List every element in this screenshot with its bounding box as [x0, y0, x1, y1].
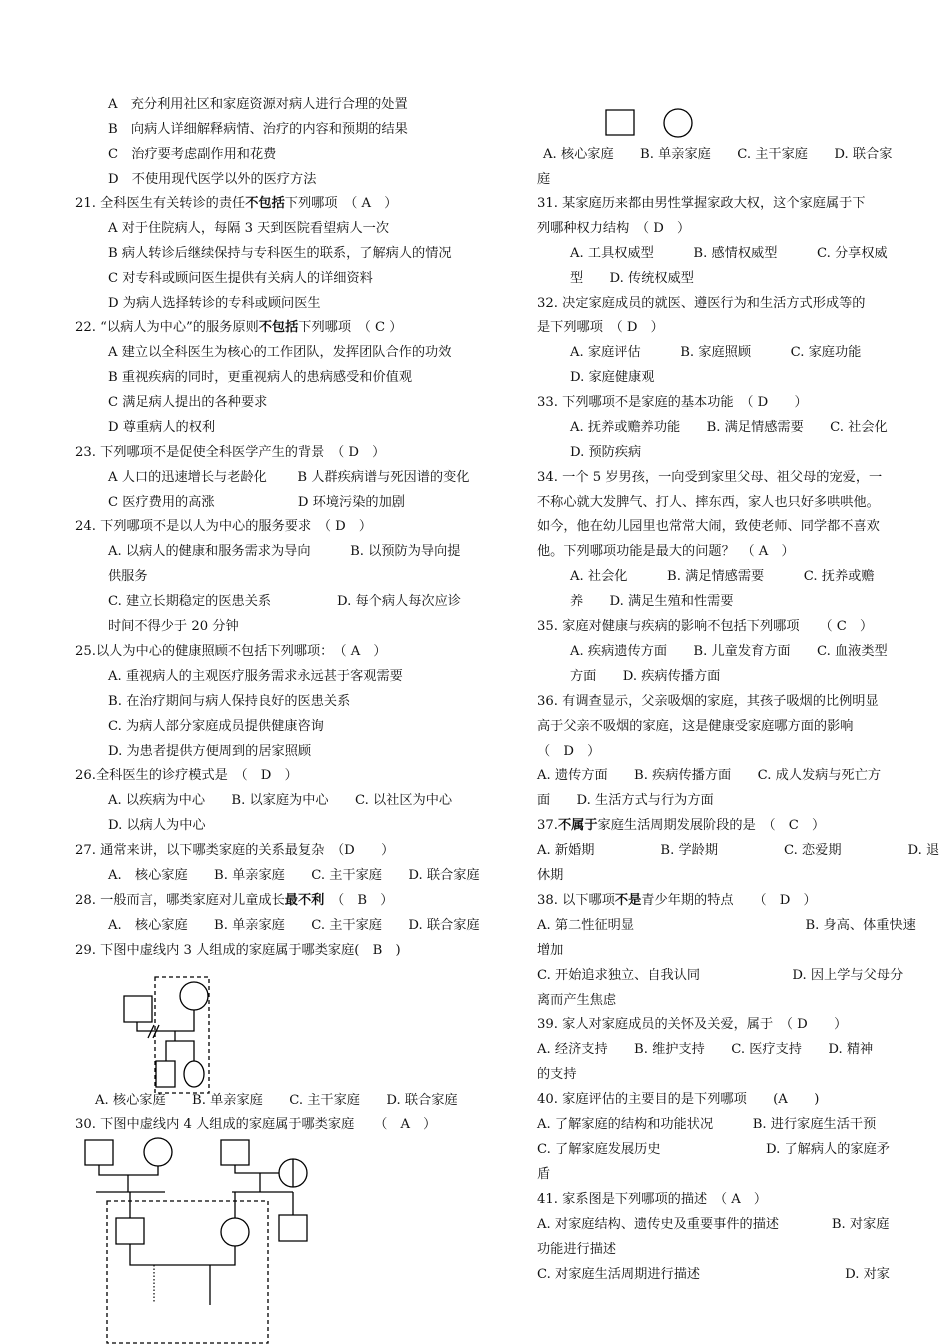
text-line: 时间不得少于 20 分钟: [108, 619, 239, 634]
text-line: 34. 一个 5 岁男孩，一向受到家里父母、祖父母的宠爱，一: [537, 470, 883, 485]
text-line: 33. 下列哪项不是家庭的基本功能 （ D ）: [537, 395, 808, 410]
text-line: A. 遗传方面 B. 疾病传播方面 C. 成人发病与死亡方: [537, 768, 882, 783]
text-line: C. 对家庭生活周期进行描述 D. 对家: [537, 1267, 890, 1282]
grandfather-1-symbol: [85, 1140, 113, 1165]
text-line: A. 社会化 B. 满足情感需要 C. 抚养或赡: [570, 569, 875, 584]
grandfather-2-symbol: [221, 1140, 249, 1165]
text-line: [537, 817, 825, 835]
text-line: A. 核心家庭 B. 单亲家庭 C. 主干家庭 D. 联合家: [543, 147, 893, 162]
grandmother-1-symbol: [144, 1138, 172, 1166]
text-line: [75, 892, 393, 910]
text-line: 高于父亲不吸烟的家庭，这是健康受家庭哪方面的影响: [537, 719, 854, 734]
text-line: C. 开始追求独立、自我认同 D. 因上学与父母分: [537, 968, 904, 983]
uncle-symbol: [279, 1215, 307, 1241]
text-line: A. 了解家庭的结构和功能状况 B. 进行家庭生活干预: [537, 1117, 877, 1132]
text-line: D 尊重病人的权利: [108, 420, 216, 435]
parent-marriage-line: [130, 1244, 235, 1265]
genogram-q30: [80, 1135, 320, 1344]
question-text: （ B ）: [324, 893, 394, 908]
text-line: 离而产生焦虑: [537, 993, 617, 1008]
text-line: A 对于住院病人，每隔 3 天到医院看望病人一次: [108, 221, 390, 236]
text-line: D 为病人选择转诊的专科或顾问医生: [108, 296, 321, 311]
text-line: C 对专科或顾问医生提供有关病人的详细资料: [108, 271, 373, 286]
text-line: 功能进行描述: [537, 1242, 617, 1257]
text-line: 40. 家庭评估的主要目的是下列哪项 (A ): [537, 1092, 820, 1107]
text-line: A. 抚养或赡养功能 B. 满足情感需要 C. 社会化: [570, 420, 888, 435]
text-line: （ D ）: [537, 744, 601, 759]
text-line: [537, 892, 817, 910]
text-line: A. 以疾病为中心 B. 以家庭为中心 C. 以社区为中心: [108, 793, 453, 808]
text-line: [75, 319, 402, 337]
text-line: 如今，他在幼儿园里也常常大闹，致使老师、同学都不喜欢: [537, 519, 880, 534]
male-symbol: [124, 996, 152, 1022]
text-line: A 人口的迅速增长与老龄化 B 人群疾病谱与死因谱的变化: [108, 470, 470, 485]
text-line: 23. 下列哪项不是促使全科医学产生的背景 （ D ）: [75, 445, 386, 460]
text-line: A. 经济支持 B. 维护支持 C. 医疗支持 D. 精神: [537, 1042, 874, 1057]
text-line: A 充分利用社区和家庭资源对病人进行合理的处置: [108, 97, 408, 112]
text-line: 不称心就大发脾气、打人、摔东西，家人也只好多哄哄他。: [537, 495, 880, 510]
text-line: C. 为病人部分家庭成员提供健康咨询: [108, 719, 324, 734]
emphasis-text: 不是: [614, 893, 642, 908]
text-line: A. 核心家庭 B. 单亲家庭 C. 主干家庭 D. 联合家庭: [95, 1093, 458, 1108]
father-symbol: [116, 1218, 144, 1244]
text-line: 他。下列哪项功能是最大的问题？ （ A ）: [537, 544, 795, 559]
text-line: 的支持: [537, 1067, 577, 1082]
children-line: [166, 1041, 194, 1061]
female-symbol: [180, 982, 208, 1010]
text-line: 25.以人为中心的健康照顾不包括下列哪项： （ A ）: [75, 644, 387, 659]
question-text: 37.: [537, 818, 558, 833]
emphasis-text: 不包括: [258, 320, 299, 335]
mother-symbol: [221, 1218, 249, 1246]
text-line: [75, 195, 397, 213]
text-line: 31. 某家庭历来都由男性掌握家政大权，这个家庭属于下: [537, 196, 866, 211]
text-line: 型 D. 传统权威型: [570, 271, 694, 286]
female-symbol: [664, 109, 692, 137]
text-line: A. 工具权威型 B. 感情权威型 C. 分享权威: [570, 246, 888, 261]
text-line: 29. 下图中虚线内 3 人组成的家庭属于哪类家庭( B ): [75, 943, 401, 958]
text-line: C 医疗费用的高涨 D 环境污染的加剧: [108, 495, 405, 510]
text-line: 26.全科医生的诊疗模式是 （ D ）: [75, 768, 298, 783]
text-line: 供服务: [108, 569, 148, 584]
text-line: A. 以病人的健康和服务需求为导向 B. 以预防为导向提: [108, 544, 461, 559]
text-line: 39. 家人对家庭成员的关怀及关爱，属于 （ D ）: [537, 1017, 848, 1032]
question-text: 38. 以下哪项: [537, 893, 615, 908]
marriage-line: [137, 1010, 194, 1031]
text-line: 方面 D. 疾病传播方面: [570, 669, 721, 684]
marriage-line-2: [235, 1165, 279, 1173]
question-text: 21. 全科医生有关转诊的责任: [75, 196, 246, 211]
text-line: D. 预防疾病: [570, 445, 642, 460]
text-line: 32. 决定家庭成员的就医、遵医行为和生活方式形成等的: [537, 296, 866, 311]
text-line: 盾: [537, 1167, 551, 1182]
text-line: C. 了解家庭发展历史 D. 了解病人的家庭矛: [537, 1142, 890, 1157]
text-line: D. 家庭健康观: [570, 370, 655, 385]
text-line: A. 第二性征明显 B. 身高、体重快速: [537, 918, 916, 933]
text-line: 面 D. 生活方式与行为方面: [537, 793, 714, 808]
question-text: 28. 一般而言，哪类家庭对儿童成长: [75, 893, 285, 908]
text-line: A 建立以全科医生为核心的工作团队，发挥团队合作的功效: [108, 345, 452, 360]
text-line: C 满足病人提出的各种要求: [108, 395, 268, 410]
child-female-symbol: [184, 1061, 204, 1087]
text-line: D. 为患者提供方便周到的居家照顾: [108, 744, 312, 759]
dashed-boundary: [107, 1201, 268, 1343]
text-line: 41. 家系图是下列哪项的描述 （ A ）: [537, 1192, 768, 1207]
male-symbol: [606, 110, 634, 135]
dashed-boundary: [155, 977, 209, 1093]
text-line: 养 D. 满足生殖和性需要: [570, 594, 734, 609]
genogram-legend-symbols: [600, 106, 700, 142]
text-line: A. 新婚期 B. 学龄期 C. 恋爱期 D. 退: [537, 843, 940, 858]
text-line: 24. 下列哪项不是以人为中心的服务要求 （ D ）: [75, 519, 373, 534]
emphasis-text: 不属于: [557, 818, 598, 833]
text-line: C. 建立长期稳定的医患关系 D. 每个病人每次应诊: [108, 594, 461, 609]
text-line: A. 疾病遗传方面 B. 儿童发育方面 C. 血液类型: [570, 644, 888, 659]
text-line: 休期: [537, 868, 564, 883]
genogram-q29: [115, 975, 215, 1097]
emphasis-text: 最不利: [284, 893, 325, 908]
question-text: 下列哪项 （ C ）: [298, 320, 403, 335]
question-text: 青少年期的特点 （ D ）: [641, 893, 817, 908]
question-text: 22. “以病人为中心”的服务原则: [75, 320, 259, 335]
text-line: A. 对家庭结构、遗传史及重要事件的描述 B. 对家庭: [537, 1217, 890, 1232]
text-line: 庭: [537, 172, 551, 187]
text-line: B 病人转诊后继续保持与专科医生的联系，了解病人的情况: [108, 246, 452, 261]
text-line: A. 家庭评估 B. 家庭照顾 C. 家庭功能: [570, 345, 862, 360]
text-line: A. 重视病人的主观医疗服务需求永远甚于客观需要: [108, 669, 403, 684]
text-line: 35. 家庭对健康与疾病的影响不包括下列哪项 （ C ）: [537, 619, 874, 634]
text-line: D 不使用现代医学以外的医疗方法: [108, 172, 317, 187]
text-line: B. 在治疗期间与病人保持良好的医患关系: [108, 694, 351, 709]
text-line: B 向病人详细解释病情、治疗的内容和预期的结果: [108, 122, 408, 137]
text-line: D. 以病人为中心: [108, 818, 206, 833]
child-male-symbol: [156, 1061, 175, 1087]
text-line: B 重视疾病的同时，更重视病人的患病感受和价值观: [108, 370, 413, 385]
text-line: 27. 通常来讲，以下哪类家庭的关系最复杂 （D ）: [75, 843, 395, 858]
question-text: 下列哪项 （ A ）: [284, 196, 398, 211]
text-line: 30. 下图中虚线内 4 人组成的家庭属于哪类家庭 （ A ）: [75, 1117, 437, 1132]
marriage-line-1: [99, 1165, 158, 1175]
emphasis-text: 不包括: [245, 196, 285, 211]
text-line: 是下列哪项 （ D ）: [537, 320, 664, 335]
text-line: A. 核心家庭 B. 单亲家庭 C. 主干家庭 D. 联合家庭: [108, 918, 480, 933]
text-line: 列哪种权力结构 （ D ）: [537, 221, 691, 236]
text-line: A. 核心家庭 B. 单亲家庭 C. 主干家庭 D. 联合家庭: [108, 868, 480, 883]
text-line: 增加: [537, 943, 564, 958]
question-text: 家庭生活周期发展阶段的是 （ C ）: [597, 818, 826, 833]
text-line: 36. 有调查显示，父亲吸烟的家庭，其孩子吸烟的比例明显: [537, 694, 879, 709]
text-line: C 治疗要考虑副作用和花费: [108, 147, 277, 162]
